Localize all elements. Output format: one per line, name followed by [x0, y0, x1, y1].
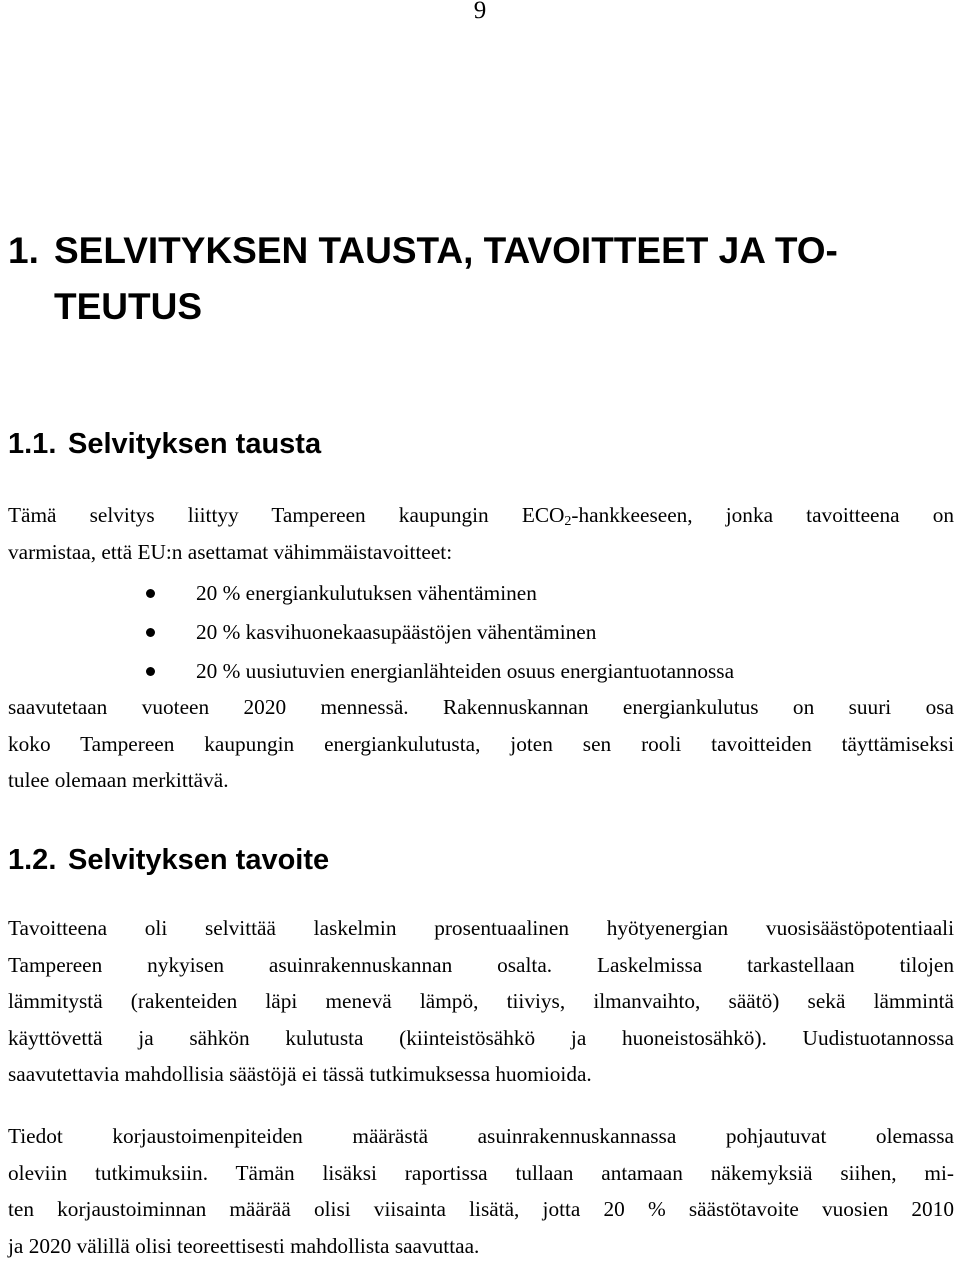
chapter-number: 1.: [8, 230, 39, 271]
list-item: [0, 652, 960, 691]
paragraph-1-line-2: Tampereen nykyisen asuinrakennuskannan osalta. Laskelmissa tarkastellaan tilojen: [8, 952, 954, 977]
list-item: [0, 574, 960, 613]
section-1-1-conclusion: [8, 689, 954, 799]
conclusion-line-3: tulee olemaan merkittävä.: [8, 768, 229, 793]
paragraph-1-line-5: saavutettavia mahdollisia säästöjä ei tässä tutkimuksessa huomioida.: [8, 1062, 592, 1087]
section-1-1-heading: [8, 426, 321, 462]
section-1-2-paragraph-2: [8, 1118, 954, 1264]
section-1-1-intro: [8, 497, 954, 570]
intro-line-1-text: Tämä selvitys liittyy Tampereen kaupungin ECO: [8, 503, 565, 527]
list-item: [0, 613, 960, 652]
section-1-1-title: Selvityksen tausta: [68, 428, 322, 460]
list-item-text: 20 % kasvihuonekaasupäästöjen vähentäminen: [196, 620, 597, 644]
list-item-text: 20 % uusiutuvien energianlähteiden osuus energiantuotannossa: [196, 659, 735, 683]
page-number: 9: [473, 0, 487, 24]
list-item-text: 20 % energiankulutuksen vähentäminen: [196, 581, 537, 605]
paragraph-1-line-4: käyttövettä ja sähkön kulutusta (kiinteistösähkö ja huoneistosähkö). Uudistuotannossa: [8, 1025, 954, 1050]
intro-line-2: varmistaa, että EU:n asettamat vähimmäistavoitteet:: [8, 539, 453, 564]
conclusion-line-2: koko Tampereen kaupungin energiankulutusta, joten sen rooli tavoitteiden täyttämiseksi: [8, 731, 954, 756]
paragraph-2-line-2: oleviin tutkimuksiin. Tämän lisäksi raportissa tullaan antamaan näkemyksiä siihen, mi-: [8, 1160, 954, 1185]
intro-line-1-text-end: -hankkeeseen, jonka tavoitteena on: [571, 503, 955, 527]
section-1-2-heading: [8, 842, 329, 878]
bullet-icon: [146, 589, 155, 598]
conclusion-line-1: saavutetaan vuoteen 2020 mennessä. Rakennuskannan energiankulutus on suuri osa: [8, 695, 954, 719]
chapter-heading-line-1: [8, 223, 948, 279]
chapter-title-line-2: TEUTUS: [54, 286, 202, 327]
section-1-2-title: Selvityksen tavoite: [68, 844, 330, 876]
paragraph-2-line-4: ja 2020 välillä olisi teoreettisesti mahdollista saavuttaa.: [8, 1233, 480, 1258]
paragraph-2-line-1: Tiedot korjaustoimenpiteiden määrästä asuinrakennuskannassa pohjautuvat olemassa: [8, 1124, 954, 1148]
paragraph-1-line-1: Tavoitteena oli selvittää laskelmin prosentuaalinen hyötyenergian vuosisäästöpotentiaali: [8, 916, 954, 940]
paragraph-1-line-3: lämmitystä (rakenteiden läpi menevä lämpö, tiiviys, ilmanvaihto, säätö) sekä lämmintä: [8, 989, 954, 1014]
section-1-2-number: 1.2.: [8, 844, 57, 876]
target-list: [0, 574, 960, 691]
chapter-heading: [8, 223, 948, 335]
intro-line-1: [8, 497, 954, 534]
bullet-icon: [146, 667, 155, 676]
section-1-2-paragraph-1: [8, 910, 954, 1093]
paragraph-2-line-3: ten korjaustoiminnan määrää olisi viisainta lisätä, jotta 20 % säästötavoite vuosien 2010: [8, 1197, 954, 1222]
section-1-1-number: 1.1.: [8, 428, 57, 460]
bullet-icon: [146, 628, 155, 637]
subscript-2: 2: [564, 514, 572, 529]
chapter-title-line-1: SELVITYKSEN TAUSTA, TAVOITTEET JA TO-: [54, 230, 838, 271]
